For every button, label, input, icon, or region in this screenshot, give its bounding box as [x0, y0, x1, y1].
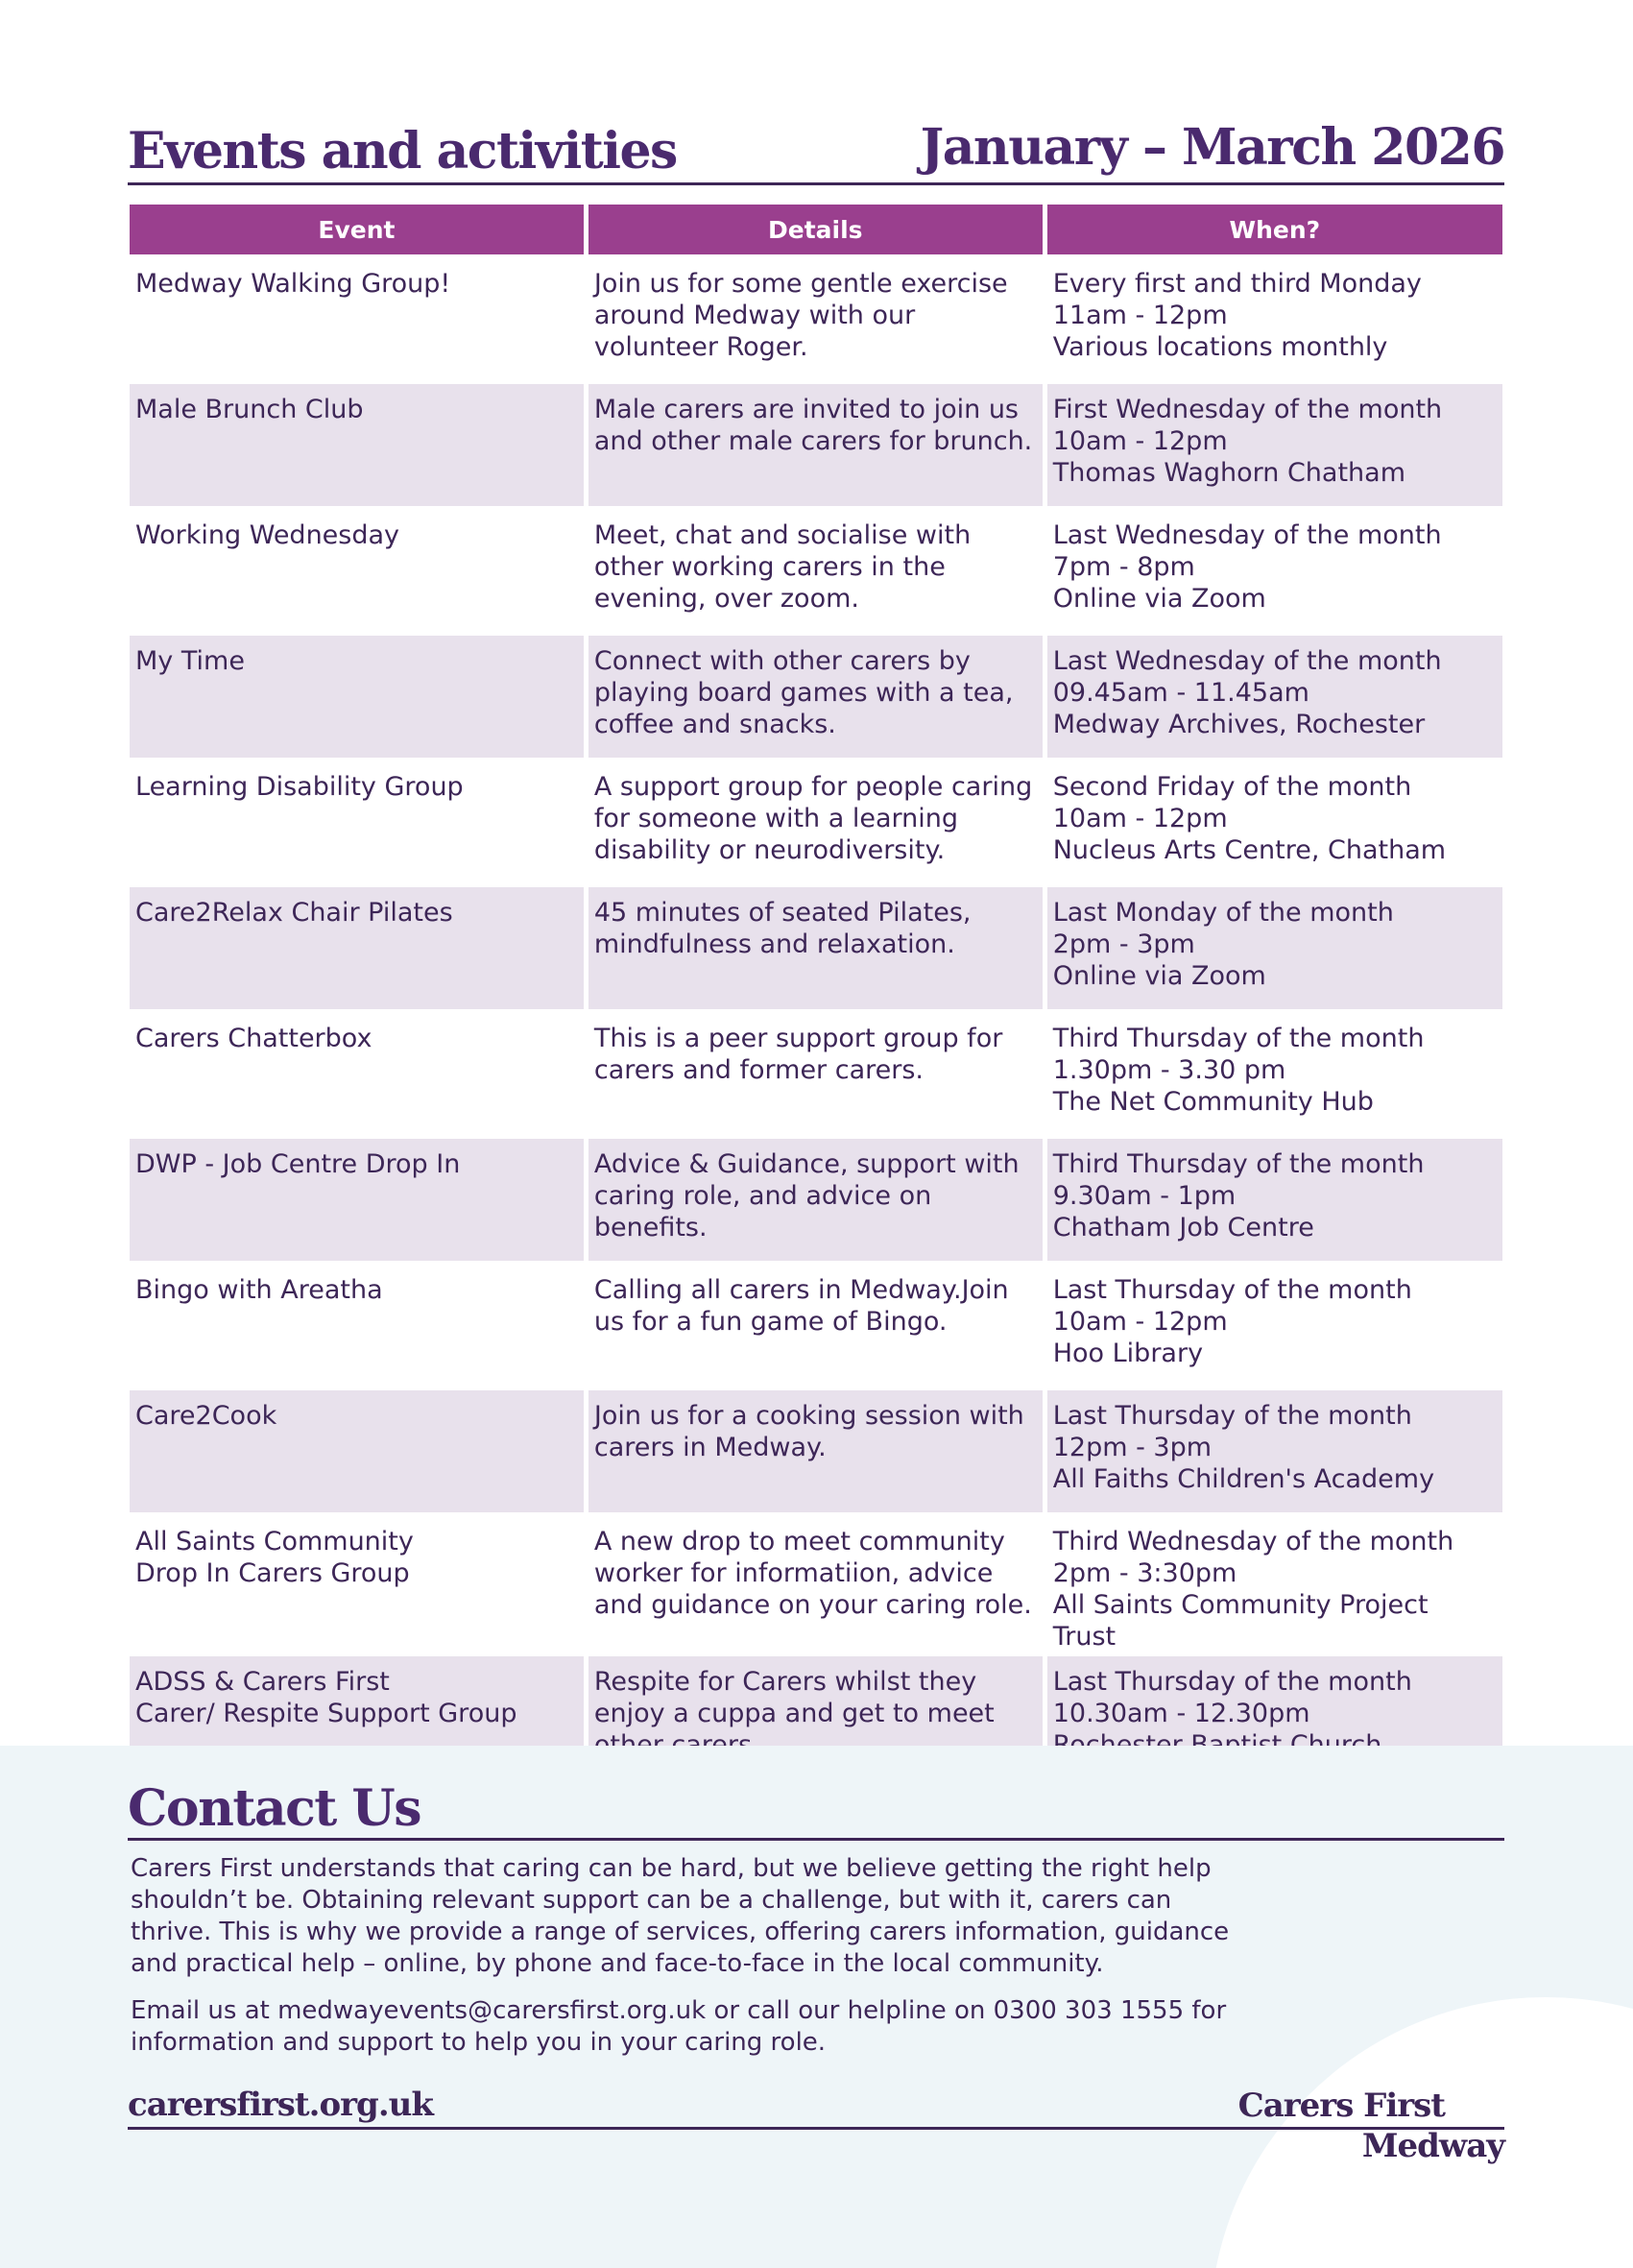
event-when: Last Wednesday of the month 7pm - 8pm Online via Zoom — [1052, 520, 1442, 614]
event-details: Advice & Guidance, support with caring role, and advice on benefits. — [588, 1139, 1043, 1261]
column-header-when: When? — [1047, 205, 1502, 254]
event-name: Bingo with Areatha — [135, 1275, 383, 1305]
contact-title: Contact Us — [128, 1779, 420, 1838]
event-when: First Wednesday of the month 10am - 12pm Thomas Waghorn Chatham — [1047, 384, 1502, 506]
event-details: Join us for a cooking session with carers in Medway. — [588, 1390, 1043, 1512]
column-header-event: Event — [130, 205, 584, 254]
event-details: Male carers are invited to join us and other male carers for brunch. — [588, 384, 1043, 506]
table-row — [130, 887, 1502, 1009]
event-name: Male Brunch Club — [130, 384, 584, 506]
event-details: A new drop to meet community worker for informatiion, advice and guidance on your caring role. — [593, 1527, 1032, 1620]
event-details: Meet, chat and socialise with other working carers in the evening, over zoom. — [593, 520, 972, 614]
event-name: Medway Walking Group! — [135, 269, 451, 299]
event-name: Care2Cook — [130, 1390, 584, 1512]
event-when: Last Thursday of the month 12pm - 3pm All Faiths Children's Academy — [1047, 1390, 1502, 1512]
table-row — [130, 510, 1502, 632]
event-details: This is a peer support group for carers and former carers. — [593, 1024, 1003, 1085]
table-row — [130, 384, 1502, 506]
event-when: Last Thursday of the month 10.30am - 12.30pm — [1047, 1656, 1502, 1778]
table-row — [130, 1516, 1502, 1653]
event-name: Working Wednesday — [135, 520, 400, 550]
contact-paragraph: Carers First understands that caring can be hard, but we believe getting the right help shouldn’t be. Obtaining relevant support can be a challenge, but with it, carers can thrive. This is why we provide a range of services, offering carers information, guidance and practical help – online, by phone and face-to-face in the local community. — [131, 1854, 1230, 1978]
event-name: Learning Disability Group — [135, 772, 464, 802]
table-row — [130, 258, 1502, 380]
brand-logo — [1238, 2086, 1504, 2166]
event-when: Last Monday of the month 2pm - 3pm Online via Zoom — [1047, 887, 1502, 1009]
event-name: DWP - Job Centre Drop In — [130, 1139, 584, 1261]
events-table — [125, 201, 1507, 1782]
table-row — [130, 1390, 1502, 1512]
event-name: Carers Chatterbox — [135, 1024, 372, 1053]
website-link[interactable]: carersfirst.org.uk — [128, 2086, 433, 2124]
contact-heading — [128, 1774, 1504, 1841]
event-details: Respite for Carers whilst they enjoy a cuppa and get to meet — [588, 1656, 1043, 1778]
event-details: A support group for people caring for someone with a learning disability or neurodiversity. — [593, 772, 1033, 865]
table-row — [130, 1013, 1502, 1135]
event-details: Join us for some gentle exercise around Medway with our volunteer Roger. — [593, 269, 1008, 362]
event-name: My Time — [130, 636, 584, 758]
event-details: Calling all carers in Medway.Join us for a fun game of Bingo. — [593, 1275, 1009, 1337]
event-name: ADSS & Carers First Carer/ Respite Support Group — [130, 1656, 584, 1778]
event-when: Second Friday of the month 10am - 12pm Nucleus Arts Centre, Chatham — [1052, 772, 1447, 865]
page-header — [128, 113, 1504, 185]
event-when: Third Thursday of the month 9.30am - 1pm Chatham Job Centre — [1047, 1139, 1502, 1261]
table-row — [130, 761, 1502, 883]
event-details: Connect with other carers by playing board games with a tea, coffee and snacks. — [588, 636, 1043, 758]
contact-email-paragraph: Email us at medwayevents@carersfirst.org.uk or call our helpline on 0300 303 1555 for information and support to help you in your caring role. — [131, 1996, 1227, 2057]
brand-location: Medway — [1361, 2127, 1504, 2165]
page-title: Events and activities — [128, 122, 677, 181]
brand-name: Carers First — [1237, 2087, 1445, 2125]
column-header-details: Details — [588, 205, 1043, 254]
contact-body — [131, 1853, 1244, 2074]
event-name: Care2Relax Chair Pilates — [130, 887, 584, 1009]
event-when: Last Thursday of the month 10am - 12pm Hoo Library — [1052, 1275, 1412, 1368]
event-details: 45 minutes of seated Pilates, mindfulness and relaxation. — [588, 887, 1043, 1009]
event-when: Third Thursday of the month 1.30pm - 3.30 pm The Net Community Hub — [1052, 1024, 1425, 1117]
table-row — [130, 636, 1502, 758]
event-when: Every first and third Monday 11am - 12pm Various locations monthly — [1052, 269, 1422, 362]
date-range: January – March 2026 — [920, 118, 1504, 177]
table-row — [130, 1139, 1502, 1261]
event-when: Third Wednesday of the month 2pm - 3:30pm All Saints Community Project Trust — [1052, 1527, 1454, 1652]
event-when: Last Wednesday of the month 09.45am - 11.45am Medway Archives, Rochester — [1047, 636, 1502, 758]
table-row — [130, 1265, 1502, 1387]
event-name: All Saints Community Drop In Carers Group — [135, 1527, 414, 1588]
table-header-row — [130, 205, 1502, 254]
